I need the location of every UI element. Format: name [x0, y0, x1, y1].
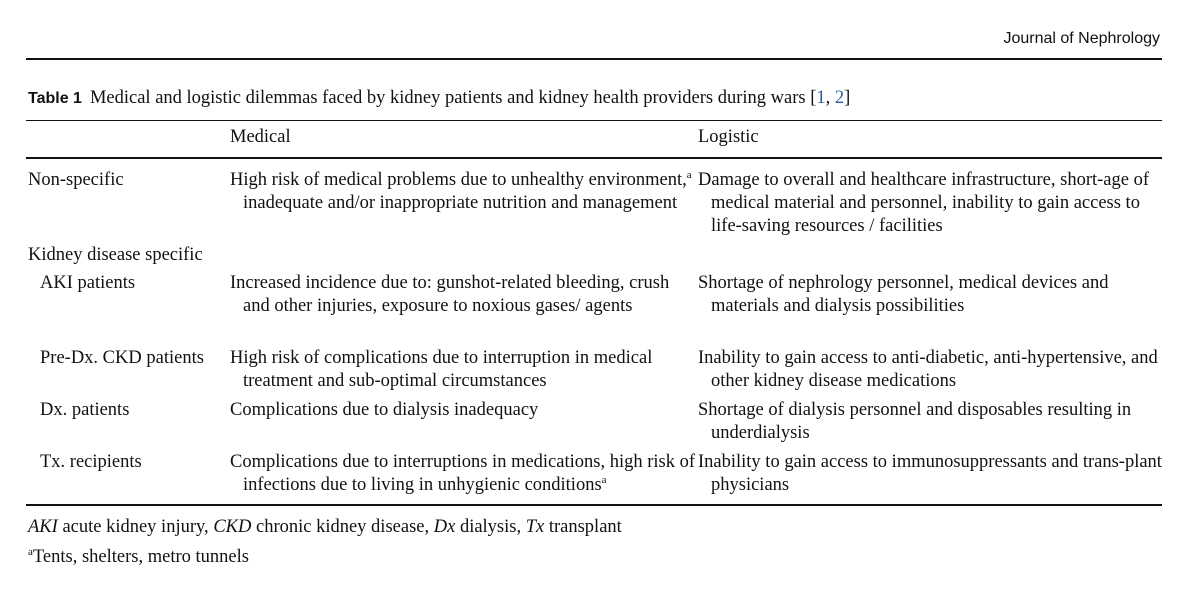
cell-dx-medical: Complications due to dialysis inadequacy	[230, 400, 539, 420]
column-header-medical: Medical	[230, 127, 291, 147]
cell-dx-logistic: Shortage of dialysis personnel and disposables resulting in underdialysis	[698, 400, 1132, 443]
reference-link-1[interactable]: 1	[816, 88, 826, 108]
row-label-nonspecific: Non-specific	[28, 170, 124, 190]
journal-name: Journal of Nephrology	[1003, 30, 1160, 47]
caption-close: ]	[844, 88, 851, 108]
footnote-mark: a	[601, 473, 607, 486]
cell-tx-logistic: Inability to gain access to immunosuppressants and trans-plant physicians	[698, 452, 1162, 495]
footnote-mark: a	[686, 168, 692, 181]
table-top-rule	[26, 120, 1162, 121]
cell-predx-logistic: Inability to gain access to anti-diabetic, anti-hypertensive, and other kidney disease medications	[698, 348, 1158, 391]
row-label-aki: AKI patients	[40, 273, 136, 293]
footnote-a-mark: a	[28, 545, 33, 558]
row-label-predx: Pre-Dx. CKD patients	[40, 348, 204, 368]
reference-link-2[interactable]: 2	[834, 88, 845, 108]
cell-nonspecific-medical: High risk of medical problems due to unhealthy environment,$^a$ inadequate and/or inappropriate nutrition and management	[230, 168, 692, 213]
cell-aki-medical: Increased incidence due to: gunshot-related bleeding, crush and other injuries, exposure to noxious gases/ agents	[230, 273, 670, 316]
abbreviations-footnote: AKI acute kidney injury, CKD chronic kidney disease, Dx dialysis, Tx transplant	[28, 517, 622, 537]
column-header-logistic: Logistic	[698, 127, 759, 147]
table-caption	[28, 88, 850, 109]
caption-ref-separator: ,	[825, 88, 835, 108]
row-label-dx: Dx. patients	[40, 400, 130, 420]
row-label-kidney-specific: Kidney disease specific	[28, 245, 203, 265]
table-bottom-rule	[26, 504, 1162, 506]
cell-nonspecific-logistic: Damage to overall and healthcare infrastructure, short-age of medical material and personnel, inability to gain access to life-saving resources / facilities	[698, 170, 1149, 236]
header-rule	[26, 58, 1162, 60]
cell-predx-medical: High risk of complications due to interruption in medical treatment and sub-optimal circumstances	[230, 348, 653, 391]
table-header-rule	[26, 157, 1162, 159]
caption-text: Medical and logistic dilemmas faced by kidney patients and kidney health providers during wars [	[89, 88, 817, 108]
row-label-tx: Tx. recipients	[40, 452, 142, 472]
table-label: Table 1	[28, 90, 82, 107]
cell-aki-logistic: Shortage of nephrology personnel, medical devices and materials and dialysis possibilities	[698, 273, 1109, 316]
cell-tx-medical: Complications due to interruptions in medications, high risk of infections due to living in unhygienic conditions$^a$	[230, 452, 696, 495]
footnote-a: $^a$Tents, shelters, metro tunnels	[28, 545, 249, 567]
